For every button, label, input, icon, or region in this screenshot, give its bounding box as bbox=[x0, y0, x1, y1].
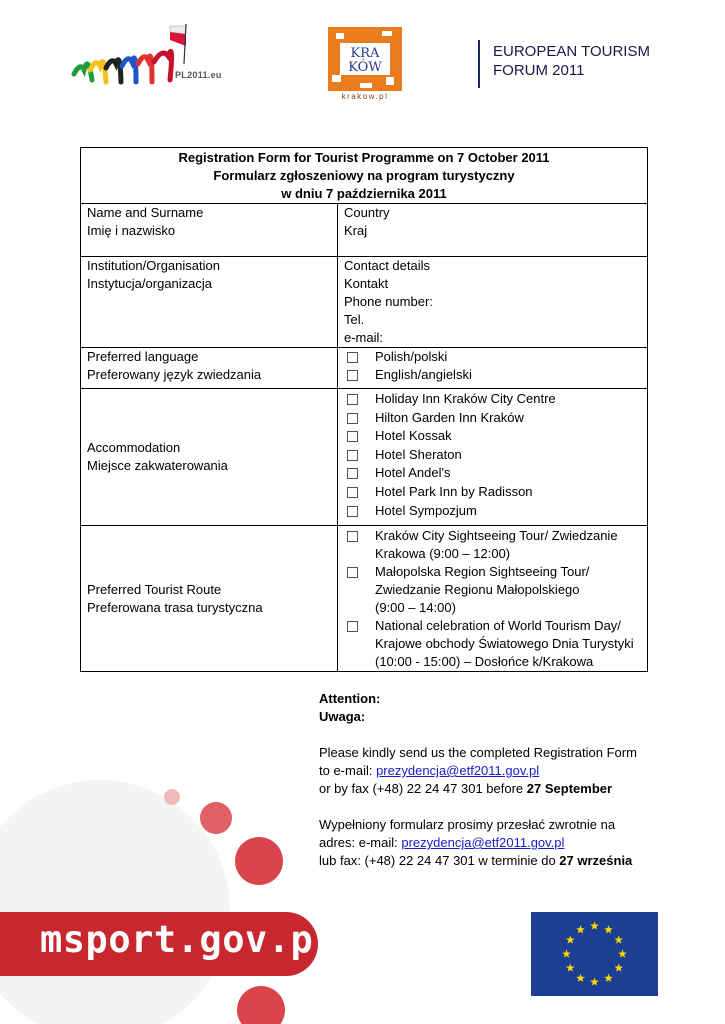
form-title-line3: w dniu 7 października 2011 bbox=[281, 186, 447, 201]
route-label-pl: Preferowana trasa turystyczna bbox=[87, 599, 263, 615]
checkbox[interactable] bbox=[347, 394, 358, 405]
country-label-pl: Kraj bbox=[344, 223, 368, 238]
route-option-world-tourism-day[interactable]: National celebration of World Tourism Day/ Krajowe obchody Światowego Dnia Turystyki (10:00 - 15:00) – Dosłońce k/Krakowa bbox=[344, 617, 641, 671]
pl2011-logo-text: PL2011.eu bbox=[175, 70, 222, 80]
checkbox[interactable] bbox=[347, 352, 358, 363]
checkbox[interactable] bbox=[347, 450, 358, 461]
note-en-line1: Please kindly send us the completed Registration Form bbox=[319, 745, 637, 760]
contact-line1: Contact details bbox=[344, 258, 430, 273]
language-label-pl: Preferowany język zwiedzania bbox=[87, 367, 262, 382]
accommodation-options bbox=[338, 389, 648, 526]
etf-title-line1: EUROPEAN TOURISM bbox=[493, 43, 650, 60]
language-option-polish[interactable]: Polish/polski bbox=[344, 348, 641, 366]
checkbox[interactable] bbox=[347, 531, 358, 542]
attention-pl: Uwaga: bbox=[319, 709, 366, 724]
checkbox[interactable] bbox=[347, 506, 358, 517]
deadline-pl: 27 września bbox=[559, 853, 633, 868]
attention-notes bbox=[319, 690, 659, 870]
form-title-line1: Registration Form for Tourist Programme on 7 October 2011 bbox=[178, 150, 550, 165]
contact-line2: Kontakt bbox=[344, 276, 389, 291]
eu-flag bbox=[531, 912, 658, 996]
hotel-option[interactable]: Hilton Garden Inn Kraków bbox=[344, 409, 641, 428]
etf-title bbox=[493, 42, 650, 80]
krakow-logo bbox=[326, 25, 404, 95]
contact-email-label: e-mail: bbox=[344, 330, 384, 345]
hotel-option[interactable]: Hotel Andel's bbox=[344, 464, 641, 483]
hotel-option[interactable]: Holiday Inn Kraków City Centre bbox=[344, 390, 641, 409]
form-title bbox=[81, 148, 648, 204]
route-label bbox=[81, 526, 338, 672]
email-link[interactable]: prezydencja@etf2011.gov.pl bbox=[376, 763, 540, 778]
accommodation-label-pl: Miejsce zakwaterowania bbox=[87, 458, 228, 473]
checkbox[interactable] bbox=[347, 370, 358, 381]
krakow-url: krakow.pl bbox=[341, 92, 389, 101]
institution-field[interactable] bbox=[81, 257, 338, 348]
checkbox[interactable] bbox=[347, 413, 358, 424]
etf-title-line2: FORUM 2011 bbox=[493, 62, 585, 79]
contact-field[interactable] bbox=[338, 257, 648, 348]
note-pl-line2: adres: e-mail: prezydencja@etf2011.gov.pl bbox=[319, 835, 565, 850]
name-label-pl: Imię i nazwisko bbox=[87, 223, 176, 238]
name-field[interactable] bbox=[81, 204, 338, 257]
deadline-en: 27 September bbox=[526, 781, 613, 796]
hotel-option[interactable]: Hotel Kossak bbox=[344, 427, 641, 446]
language-label-en: Preferred language bbox=[87, 349, 199, 364]
header-divider bbox=[478, 40, 480, 88]
language-label bbox=[81, 348, 338, 389]
form-title-line2: Formularz zgłoszeniowy na program turystyczny bbox=[213, 168, 515, 183]
checkbox[interactable] bbox=[347, 621, 358, 632]
institution-contact-row bbox=[81, 257, 648, 348]
institution-label-en: Institution/Organisation bbox=[87, 258, 220, 273]
form-title-row bbox=[81, 148, 648, 204]
language-option-english[interactable]: English/angielski bbox=[344, 366, 641, 384]
route-option-krakow-city[interactable]: Kraków City Sightseeing Tour/ Zwiedzanie Krakowa (9:00 – 12:00) bbox=[344, 527, 641, 563]
krakow-logo-line2: KÓW bbox=[348, 60, 382, 75]
name-country-row bbox=[81, 204, 648, 257]
hotel-option[interactable]: Hotel Park Inn by Radisson bbox=[344, 483, 641, 502]
checkbox[interactable] bbox=[347, 567, 358, 578]
hotel-option[interactable]: Hotel Sympozjum bbox=[344, 502, 641, 521]
note-en-line3: or by fax (+48) 22 24 47 301 before 27 September bbox=[319, 781, 613, 796]
country-label-en: Country bbox=[344, 205, 390, 220]
checkbox[interactable] bbox=[347, 431, 358, 442]
note-pl-line1: Wypełniony formularz prosimy przesłać zwrotnie na bbox=[319, 817, 616, 832]
route-options bbox=[338, 526, 648, 672]
checkbox[interactable] bbox=[347, 468, 358, 479]
email-link[interactable]: prezydencja@etf2011.gov.pl bbox=[401, 835, 565, 850]
msport-text: msport.gov.pl bbox=[40, 918, 337, 961]
name-label-en: Name and Surname bbox=[87, 205, 204, 220]
accommodation-label bbox=[81, 389, 338, 526]
route-label-en: Preferred Tourist Route bbox=[87, 581, 222, 597]
krakow-logo-line1: KRA bbox=[350, 46, 380, 61]
country-field[interactable] bbox=[338, 204, 648, 257]
note-pl-line3: lub fax: (+48) 22 24 47 301 w terminie do 27 września bbox=[319, 853, 633, 868]
accommodation-row bbox=[81, 389, 648, 526]
checkbox[interactable] bbox=[347, 487, 358, 498]
decorative-circles bbox=[0, 760, 320, 1024]
route-option-malopolska[interactable]: Małopolska Region Sightseeing Tour/ Zwiedzanie Regionu Małopolskiego (9:00 – 14:00) bbox=[344, 563, 641, 617]
registration-form-table bbox=[80, 147, 648, 672]
contact-phone-label: Phone number: bbox=[344, 294, 433, 309]
route-row bbox=[81, 526, 648, 672]
language-options bbox=[338, 348, 648, 389]
hotel-option[interactable]: Hotel Sheraton bbox=[344, 446, 641, 465]
note-en-line2: to e-mail: prezydencja@etf2011.gov.pl bbox=[319, 763, 540, 778]
institution-label-pl: Instytucja/organizacja bbox=[87, 276, 213, 291]
pl2011-logo bbox=[66, 24, 226, 94]
contact-tel-label: Tel. bbox=[344, 312, 365, 327]
accommodation-label-en: Accommodation bbox=[87, 440, 181, 455]
attention-en: Attention: bbox=[319, 691, 381, 706]
language-row bbox=[81, 348, 648, 389]
